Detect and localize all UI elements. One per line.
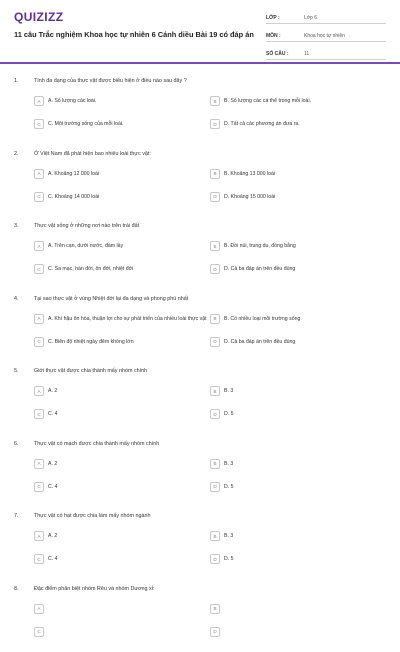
answer-option[interactable]: [34, 604, 210, 620]
meta-key: LỚP :: [266, 15, 304, 23]
answer-row: [34, 119, 386, 135]
option-letter-box[interactable]: B: [210, 314, 220, 324]
option-letter-box[interactable]: C: [34, 337, 44, 347]
option-text: A. Khoảng 12 000 loài: [48, 169, 99, 177]
option-letter-box[interactable]: A: [34, 604, 44, 614]
option-letter-box[interactable]: D: [210, 192, 220, 202]
answer-option[interactable]: [34, 264, 210, 280]
answer-row: [34, 459, 386, 475]
answer-row: [34, 241, 386, 257]
option-letter-box[interactable]: B: [210, 96, 220, 106]
answer-row: [34, 264, 386, 280]
option-letter-box[interactable]: C: [34, 409, 44, 419]
option-text: D. Cả ba đáp án trên đều đúng: [224, 264, 295, 272]
answer-option[interactable]: [34, 119, 210, 135]
option-letter-box[interactable]: B: [210, 604, 220, 614]
question-text: Tại sao thực vật ở vùng Nhiệt đới lại đa dạng và phong phú nhất: [34, 296, 386, 302]
answer-row: [34, 604, 386, 620]
answer-option[interactable]: [210, 314, 386, 330]
meta-value: Lớp 6: [304, 15, 386, 23]
option-text: A. 2: [48, 459, 57, 467]
option-letter-box[interactable]: A: [34, 96, 44, 106]
answer-options: [34, 459, 386, 505]
option-text: C. Sa mạc, hàn đới, ôn đới, nhiệt đới: [48, 264, 133, 272]
quizizz-logo[interactable]: QUIZIZZ: [14, 10, 386, 24]
option-letter-box[interactable]: A: [34, 169, 44, 179]
answer-option[interactable]: [34, 241, 210, 257]
option-letter-box[interactable]: C: [34, 119, 44, 129]
option-letter-box[interactable]: C: [34, 482, 44, 492]
question-number: 5.: [14, 368, 34, 374]
question-text: Thực vật sống ở những nơi nào trên trái đất: [34, 223, 386, 229]
question-header: [14, 513, 386, 519]
option-letter-box[interactable]: B: [210, 531, 220, 541]
answer-option[interactable]: [34, 531, 210, 547]
meta-key: SỐ CÂU :: [266, 51, 304, 59]
answer-options: [34, 604, 386, 650]
option-text: D. 5: [224, 409, 234, 417]
question-number: 3.: [14, 223, 34, 229]
option-letter-box[interactable]: B: [210, 169, 220, 179]
answer-option[interactable]: [210, 531, 386, 547]
answer-row: [34, 531, 386, 547]
question-text: Ở Việt Nam đã phát hiện bao nhiêu loài thực vật:: [34, 151, 386, 157]
question-text: Thực vật có mạch được chia thành mấy nhóm chính: [34, 441, 386, 447]
question-number: 8.: [14, 586, 34, 592]
option-letter-box[interactable]: B: [210, 241, 220, 251]
question-text: Giới thực vật được chia thành mấy nhóm chính: [34, 368, 386, 374]
option-letter-box[interactable]: D: [210, 264, 220, 274]
meta-value: 11: [304, 51, 386, 59]
answer-option[interactable]: [210, 241, 386, 257]
option-text: B. 3: [224, 531, 233, 539]
question-number: 1.: [14, 78, 34, 84]
answer-option[interactable]: [210, 119, 386, 135]
option-text: A. 2: [48, 386, 57, 394]
option-text: D. Cả ba đáp án trên đều đúng: [224, 337, 295, 345]
answer-option[interactable]: [34, 409, 210, 425]
question-item: [0, 507, 400, 580]
option-text: B. Đồi núi, trung du, đồng bằng: [224, 241, 296, 249]
question-text: Tính đa dạng của thực vật được biểu hiện ở điều nào sau đây ?: [34, 78, 386, 84]
answer-option[interactable]: [34, 169, 210, 185]
option-text: B. Khoảng 13 000 loài: [224, 169, 275, 177]
option-letter-box[interactable]: A: [34, 386, 44, 396]
worksheet-title: 11 câu Trắc nghiệm Khoa học tự nhiên 6 Cánh diều Bài 19 có đáp án: [14, 30, 264, 39]
question-header: [14, 223, 386, 229]
option-letter-box[interactable]: B: [210, 459, 220, 469]
option-letter-box[interactable]: D: [210, 337, 220, 347]
question-header: [14, 441, 386, 447]
answer-options: [34, 169, 386, 215]
option-letter-box[interactable]: C: [34, 264, 44, 274]
option-letter-box[interactable]: C: [34, 627, 44, 637]
option-text: B. 3: [224, 459, 233, 467]
question-item: [0, 217, 400, 290]
question-header: [14, 78, 386, 84]
answer-option[interactable]: [210, 264, 386, 280]
answer-row: [34, 482, 386, 498]
option-text: C. 4: [48, 409, 58, 417]
answer-option[interactable]: [34, 192, 210, 208]
question-item: [0, 145, 400, 218]
answer-option[interactable]: [210, 627, 386, 643]
option-letter-box[interactable]: A: [34, 531, 44, 541]
option-letter-box[interactable]: D: [210, 119, 220, 129]
option-text: D. Tất cả các phương án đưa ra.: [224, 119, 300, 127]
answer-option[interactable]: [34, 314, 210, 330]
question-number: 6.: [14, 441, 34, 447]
option-letter-box[interactable]: A: [34, 314, 44, 324]
answer-option[interactable]: [34, 482, 210, 498]
answer-option[interactable]: [34, 554, 210, 570]
option-text: C. 4: [48, 554, 58, 562]
header-divider: [0, 62, 400, 64]
meta-key: MÔN :: [266, 33, 304, 41]
option-text: D. 5: [224, 482, 234, 490]
answer-options: [34, 531, 386, 577]
worksheet-meta: [266, 10, 386, 64]
question-header: [14, 296, 386, 302]
option-text: C. 4: [48, 482, 58, 490]
answer-option[interactable]: [210, 459, 386, 475]
option-text: B. Có nhiều loại môi trường sống: [224, 314, 300, 322]
question-header: [14, 586, 386, 592]
meta-value: Khoa học tự nhiên: [304, 33, 386, 41]
answer-row: [34, 409, 386, 425]
option-text: D. 5: [224, 554, 234, 562]
answer-row: [34, 386, 386, 402]
option-text: A. 2: [48, 531, 57, 539]
answer-option[interactable]: [210, 604, 386, 620]
option-text: A. Số lượng các loài.: [48, 96, 96, 104]
answer-row: [34, 314, 386, 330]
answer-option[interactable]: [210, 96, 386, 112]
meta-row-grade: [266, 10, 386, 24]
answer-row: [34, 192, 386, 208]
answer-option[interactable]: [34, 627, 210, 643]
question-number: 2.: [14, 151, 34, 157]
option-letter-box[interactable]: D: [210, 554, 220, 564]
answer-option[interactable]: [210, 192, 386, 208]
answer-option[interactable]: [210, 554, 386, 570]
question-item: [0, 580, 400, 652]
answer-option[interactable]: [34, 386, 210, 402]
question-text: Thực vật có hạt được chia làm mấy nhóm ngành: [34, 513, 386, 519]
option-text: B. Số lượng các cá thể trong mỗi loài.: [224, 96, 311, 104]
option-text: B. 3: [224, 386, 233, 394]
option-letter-box[interactable]: B: [210, 386, 220, 396]
answer-options: [34, 241, 386, 287]
option-letter-box[interactable]: D: [210, 482, 220, 492]
option-letter-box[interactable]: D: [210, 627, 220, 637]
answer-options: [34, 386, 386, 432]
answer-option[interactable]: [210, 169, 386, 185]
question-header: [14, 151, 386, 157]
answer-option[interactable]: [210, 409, 386, 425]
answer-options: [34, 314, 386, 360]
question-item: [0, 290, 400, 363]
meta-row-count: [266, 46, 386, 60]
option-letter-box[interactable]: C: [34, 192, 44, 202]
answer-option[interactable]: [34, 459, 210, 475]
question-number: 7.: [14, 513, 34, 519]
worksheet-header: [0, 0, 400, 64]
answer-option[interactable]: [34, 96, 210, 112]
answer-option[interactable]: [210, 482, 386, 498]
question-item: [0, 435, 400, 508]
question-item: [0, 72, 400, 145]
option-letter-box[interactable]: C: [34, 554, 44, 564]
option-letter-box[interactable]: A: [34, 459, 44, 469]
question-list: [0, 72, 400, 652]
question-header: [14, 368, 386, 374]
question-text: Đặc điểm phân biệt nhóm Rêu và nhóm Dương xỉ:: [34, 586, 386, 592]
answer-row: [34, 337, 386, 353]
option-letter-box[interactable]: A: [34, 241, 44, 251]
answer-option[interactable]: [210, 337, 386, 353]
option-text: A. Trên cạn, dưới nước, đầm lầy: [48, 241, 123, 249]
option-text: C. Môi trường sống của mỗi loài.: [48, 119, 124, 127]
answer-options: [34, 96, 386, 142]
option-letter-box[interactable]: D: [210, 409, 220, 419]
question-item: [0, 362, 400, 435]
answer-option[interactable]: [34, 337, 210, 353]
answer-row: [34, 96, 386, 112]
option-text: D. Khoảng 15 000 loài: [224, 192, 275, 200]
answer-row: [34, 169, 386, 185]
option-text: C. Biên độ nhiệt ngày đêm không lớn: [48, 337, 134, 345]
answer-row: [34, 627, 386, 643]
option-text: C. Khoảng 14 000 loài: [48, 192, 99, 200]
answer-option[interactable]: [210, 386, 386, 402]
question-number: 4.: [14, 296, 34, 302]
option-text: A. Khí hậu ôn hòa, thuận lợi cho sự phát triển của nhiều loài thực vật: [48, 314, 207, 322]
meta-row-subject: [266, 28, 386, 42]
answer-row: [34, 554, 386, 570]
